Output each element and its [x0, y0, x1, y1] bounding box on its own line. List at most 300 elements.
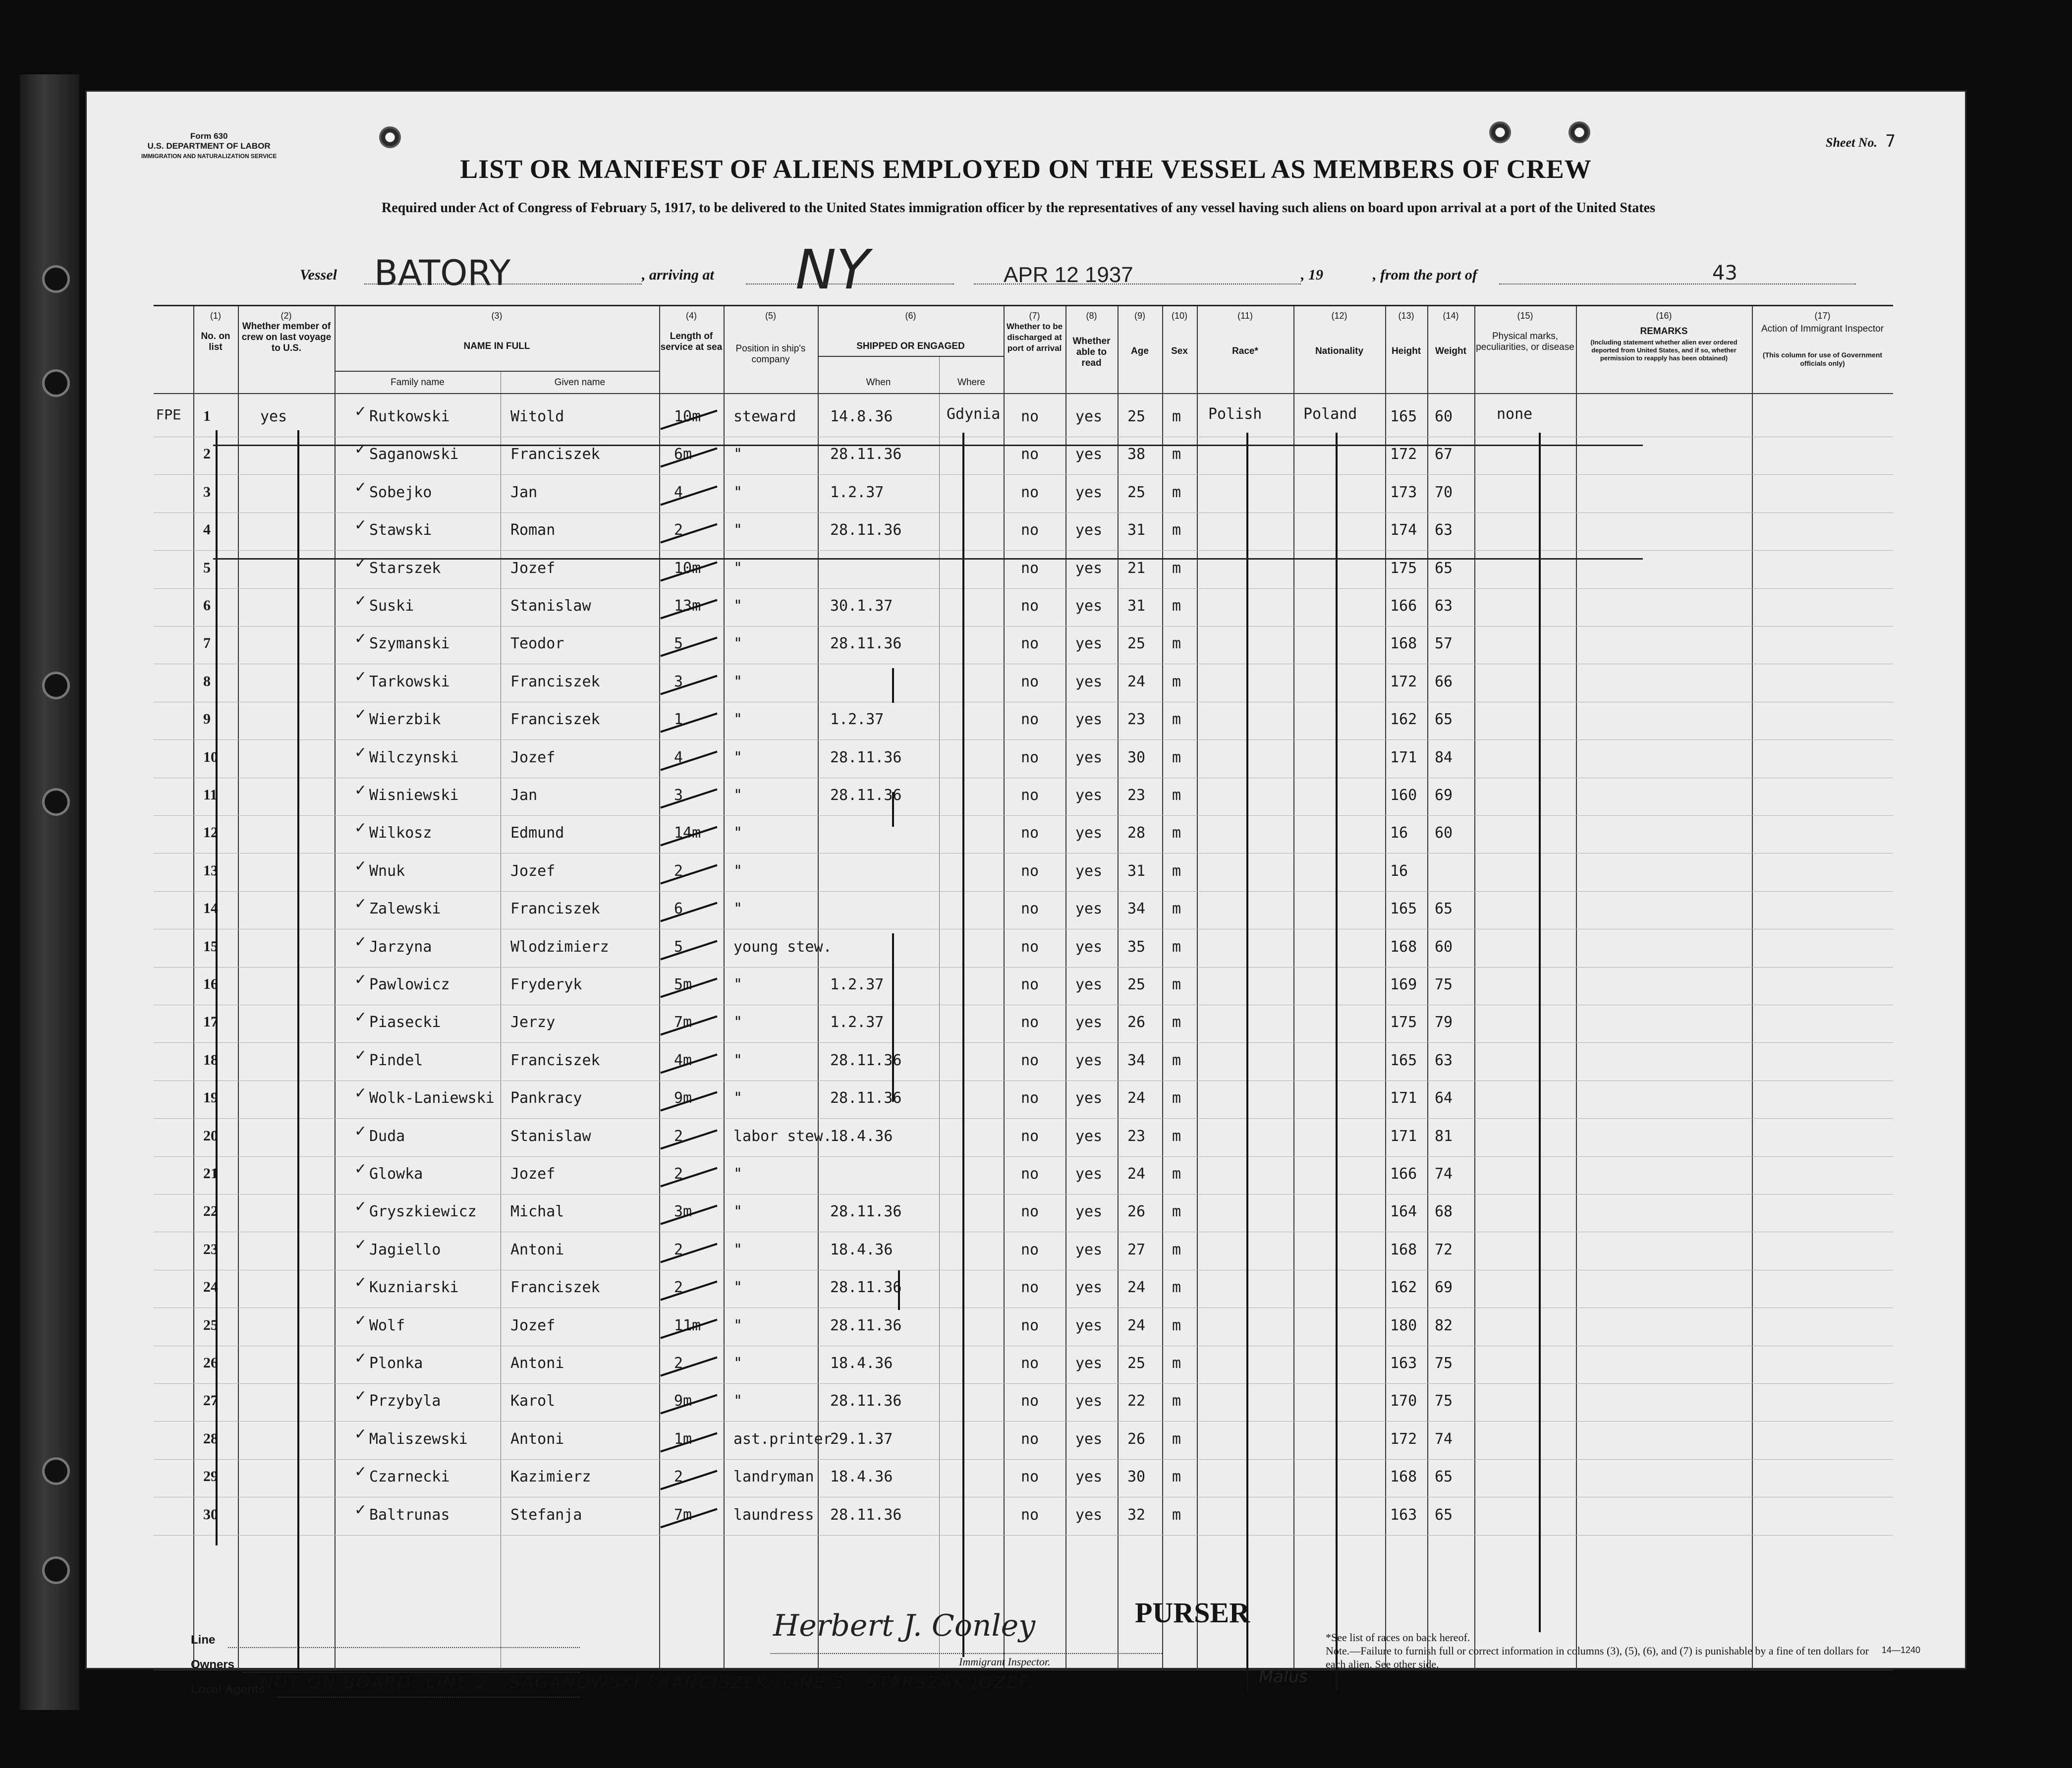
given-name: Stefanja: [510, 1506, 582, 1524]
position: ": [733, 446, 743, 463]
header-family-name: Family name: [391, 377, 445, 388]
tally-stroke: [660, 1167, 717, 1188]
discharged: no: [1021, 1355, 1039, 1372]
age: 30: [1127, 748, 1146, 766]
family-name: Jagiello: [369, 1241, 441, 1258]
able-to-read: yes: [1075, 1430, 1103, 1448]
able-to-read: yes: [1075, 1316, 1103, 1334]
ditto-line: [297, 430, 299, 1669]
col-num: (13): [1398, 311, 1414, 321]
tally-stroke: [660, 485, 717, 506]
shipped-when: 30.1.37: [830, 597, 893, 615]
header-discharged: Whether to be discharged at port of arrival: [1006, 322, 1063, 353]
binder-hole: [45, 268, 67, 290]
age: 26: [1127, 1203, 1146, 1221]
row-number: 3: [203, 483, 211, 500]
family-name: Kuzniarski: [369, 1279, 459, 1297]
tally-stroke: [660, 789, 717, 809]
weight: 67: [1435, 446, 1453, 463]
family-name: Wilczynski: [369, 748, 459, 766]
height: 171: [1390, 1089, 1417, 1107]
sex: m: [1172, 787, 1181, 804]
sex: m: [1172, 597, 1181, 615]
shipped-when: 28.11.36: [830, 1051, 902, 1069]
header-position: Position in ship's company: [735, 343, 806, 365]
family-name: Duda: [369, 1127, 405, 1145]
discharged: no: [1021, 1392, 1039, 1410]
row-number: 2: [203, 446, 211, 462]
family-name: Gryszkiewicz: [369, 1203, 477, 1221]
discharged: no: [1021, 900, 1039, 918]
family-name: Saganowski: [369, 446, 459, 463]
col-num: (3): [491, 311, 503, 321]
age: 25: [1127, 1355, 1146, 1372]
family-name: Sobejko: [369, 483, 432, 501]
sex: m: [1172, 1279, 1181, 1297]
row-number: 11: [203, 787, 218, 803]
check-mark-icon: ✓: [354, 516, 367, 534]
department: U.S. DEPARTMENT OF LABOR: [147, 141, 271, 151]
inspector-signature: Herbert J. Conley: [773, 1608, 1036, 1643]
given-name: Witold: [510, 408, 564, 425]
sex: m: [1172, 1014, 1181, 1031]
row-number: 17: [203, 1014, 218, 1030]
able-to-read: yes: [1075, 748, 1103, 766]
position: ": [733, 748, 743, 766]
discharged: no: [1021, 635, 1039, 653]
weight: 65: [1435, 1468, 1453, 1486]
age: 24: [1127, 673, 1146, 690]
weight: 65: [1435, 711, 1453, 729]
weight: 64: [1435, 1089, 1453, 1107]
header-shipped-or-engaged: SHIPPED OR ENGAGED: [856, 341, 965, 351]
header-remarks: REMARKS: [1640, 326, 1688, 337]
weight: 69: [1435, 1279, 1453, 1297]
family-name: Suski: [369, 597, 414, 615]
shipped-when: 28.11.36: [830, 635, 902, 653]
row-number: 23: [203, 1241, 218, 1257]
ditto-line: [892, 668, 894, 703]
discharged: no: [1021, 1014, 1039, 1031]
age: 24: [1127, 1165, 1146, 1183]
weight: 82: [1435, 1316, 1453, 1334]
check-mark-icon: ✓: [354, 1425, 367, 1443]
discharged: no: [1021, 748, 1039, 766]
sex: m: [1172, 1203, 1181, 1221]
given-name: Jozef: [510, 748, 556, 766]
row-number: 26: [203, 1355, 218, 1371]
strike-row-2: [213, 445, 1643, 446]
position: ": [733, 597, 743, 615]
page-subtitle: Required under Act of Congress of February 5, 1917, to be delivered to the United States immigration officer by the representatives of any vessel having such aliens on board upon arrival at a port of the United States: [382, 200, 1655, 216]
age: 23: [1127, 711, 1146, 729]
row-number: 1: [203, 408, 211, 424]
service: IMMIGRATION AND NATURALIZATION SERVICE: [141, 153, 277, 160]
sheet-label: Sheet No.: [1826, 135, 1878, 150]
weight: 60: [1435, 938, 1453, 956]
height: 172: [1390, 673, 1417, 690]
row-rule: [154, 1459, 1893, 1460]
age: 24: [1127, 1316, 1146, 1334]
position: steward: [733, 408, 796, 425]
able-to-read: yes: [1075, 559, 1103, 577]
row-rule: [154, 474, 1893, 475]
check-mark-icon: ✓: [354, 630, 367, 648]
family-name: Czarnecki: [369, 1468, 450, 1486]
tally-stroke: [660, 1281, 717, 1301]
col-num: (15): [1517, 311, 1533, 321]
col-num: (1): [210, 311, 221, 321]
length-of-service: 2: [674, 1279, 683, 1297]
sex: m: [1172, 1468, 1181, 1486]
check-mark-icon: ✓: [354, 1046, 367, 1064]
length-of-service: 11m: [674, 1316, 701, 1334]
header-given-name: Given name: [554, 377, 606, 388]
family-name: Piasecki: [369, 1014, 441, 1031]
row-rule: [154, 550, 1893, 551]
header-remarks-note: (Including statement whether alien ever ordered deported from United States, and if so, whether permission to reapply has been obtained): [1590, 339, 1737, 362]
row-number: 15: [203, 938, 218, 955]
row-rule: [154, 588, 1893, 589]
sex: m: [1172, 824, 1181, 842]
given-name: Jozef: [510, 559, 556, 577]
length-of-service: 4: [674, 748, 683, 766]
sex: m: [1172, 483, 1181, 501]
length-of-service: 2: [674, 1468, 683, 1486]
height: 168: [1390, 1241, 1417, 1258]
discharged: no: [1021, 597, 1039, 615]
shipped-when: 18.4.36: [830, 1468, 893, 1486]
discharged: no: [1021, 559, 1039, 577]
family-name: Wolf: [369, 1316, 405, 1334]
col-num: (14): [1443, 311, 1459, 321]
age: 34: [1127, 900, 1146, 918]
weight: 75: [1435, 1392, 1453, 1410]
check-mark-icon: ✓: [354, 1198, 367, 1216]
header-when: When: [866, 377, 891, 388]
age: 38: [1127, 446, 1146, 463]
check-mark-icon: ✓: [354, 1009, 367, 1027]
col-num: (11): [1237, 311, 1253, 321]
length-of-service: 2: [674, 1355, 683, 1372]
shipped-when: 28.11.36: [830, 1279, 902, 1297]
able-to-read: yes: [1075, 1468, 1103, 1486]
check-mark-icon: ✓: [354, 819, 367, 837]
height: 163: [1390, 1355, 1417, 1372]
family-name: Wisniewski: [369, 787, 459, 804]
discharged: no: [1021, 408, 1039, 425]
shipped-when: 18.4.36: [830, 1241, 893, 1258]
given-name: Kazimierz: [510, 1468, 591, 1486]
form-number: Form 630: [190, 131, 228, 141]
height: 165: [1390, 900, 1417, 918]
row-number: 24: [203, 1279, 218, 1296]
given-name: Jozef: [510, 1316, 556, 1334]
discharged: no: [1021, 1241, 1039, 1258]
age: 35: [1127, 938, 1146, 956]
shipped-when: 28.11.36: [830, 1089, 902, 1107]
weight: 84: [1435, 748, 1453, 766]
family-name: Starszek: [369, 559, 441, 577]
height: 172: [1390, 1430, 1417, 1448]
sex: m: [1172, 446, 1181, 463]
local-agents-label: Local Agents: [191, 1683, 265, 1696]
check-mark-icon: ✓: [354, 668, 367, 685]
weight: 60: [1435, 408, 1453, 425]
tally-stroke: [660, 864, 717, 884]
row-number: 12: [203, 824, 218, 841]
weight: 70: [1435, 483, 1453, 501]
position: ": [733, 1203, 743, 1221]
weight: 66: [1435, 673, 1453, 690]
vessel-row: [300, 238, 1861, 301]
owners-label: Owners: [191, 1658, 235, 1671]
sex: m: [1172, 1089, 1181, 1107]
discharged: no: [1021, 976, 1039, 993]
sex: m: [1172, 1392, 1181, 1410]
discharged: no: [1021, 1203, 1039, 1221]
age: 27: [1127, 1241, 1146, 1258]
header-physical-marks: Physical marks, peculiarities, or disease: [1476, 331, 1574, 352]
discharged: no: [1021, 1089, 1039, 1107]
ditto-line: [1336, 433, 1338, 1692]
discharged: no: [1021, 1506, 1039, 1524]
col-num: (4): [686, 311, 697, 321]
col-num: (7): [1029, 311, 1040, 321]
length-of-service: 9m: [674, 1392, 692, 1410]
row-rule: [154, 1118, 1893, 1119]
row-rule: [154, 1042, 1893, 1043]
tally-stroke: [660, 523, 717, 544]
sex: m: [1172, 711, 1181, 729]
able-to-read: yes: [1075, 787, 1103, 804]
col-num: (6): [905, 311, 916, 321]
able-to-read: yes: [1075, 446, 1103, 463]
length-of-service: 14m: [674, 824, 701, 842]
check-mark-icon: ✓: [354, 1501, 367, 1519]
punch-hole: [1489, 121, 1511, 143]
position: labor stew.: [733, 1127, 832, 1145]
able-to-read: yes: [1075, 521, 1103, 539]
given-name: Franciszek: [510, 900, 600, 918]
length-of-service: 2: [674, 1241, 683, 1258]
given-name: Karol: [510, 1392, 556, 1410]
sex: m: [1172, 862, 1181, 880]
family-name: Zalewski: [369, 900, 441, 918]
shipped-when: 18.4.36: [830, 1127, 893, 1145]
discharged: no: [1021, 446, 1039, 463]
able-to-read: yes: [1075, 1241, 1103, 1258]
age: 28: [1127, 824, 1146, 842]
position: ": [733, 635, 743, 653]
length-of-service: 5m: [674, 976, 692, 993]
position: ": [733, 711, 743, 729]
able-to-read: yes: [1075, 1392, 1103, 1410]
tally-stroke: [660, 1470, 717, 1490]
given-name: Teodor: [510, 635, 564, 653]
weight: 65: [1435, 559, 1453, 577]
height: 180: [1390, 1316, 1417, 1334]
row-rule: [154, 967, 1893, 968]
col-num: (2): [280, 311, 292, 321]
height: 16: [1390, 862, 1408, 880]
ditto-line: [1246, 433, 1248, 1692]
shipped-when: 28.11.36: [830, 1392, 902, 1410]
weight: 75: [1435, 1355, 1453, 1372]
line-label: Line: [191, 1633, 216, 1647]
header-name-in-full: NAME IN FULL: [463, 341, 530, 351]
row-number: 27: [203, 1392, 218, 1409]
shipped-when: 29.1.37: [830, 1430, 893, 1448]
col-num: (10): [1171, 311, 1187, 321]
sex: m: [1172, 1051, 1181, 1069]
discharged: no: [1021, 1316, 1039, 1334]
check-mark-icon: ✓: [354, 403, 367, 420]
family-name: Przybyla: [369, 1392, 441, 1410]
position: ": [733, 1392, 743, 1410]
binder-hole: [45, 1460, 67, 1483]
length-of-service: 2: [674, 521, 683, 539]
shipped-when: 18.4.36: [830, 1355, 893, 1372]
tally-stroke: [660, 902, 717, 922]
able-to-read: yes: [1075, 1506, 1103, 1524]
length-of-service: 7m: [674, 1506, 692, 1524]
shipped-when: 28.11.36: [830, 1506, 902, 1524]
sex: m: [1172, 748, 1181, 766]
length-of-service: 1m: [674, 1430, 692, 1448]
length-of-service: 2: [674, 1165, 683, 1183]
col-num: (17): [1814, 311, 1831, 321]
age: 30: [1127, 1468, 1146, 1486]
able-to-read: yes: [1075, 1051, 1103, 1069]
family-name: Maliszewski: [369, 1430, 468, 1448]
height: 172: [1390, 446, 1417, 463]
given-name: Antoni: [510, 1241, 564, 1258]
races-note-text: *See list of races on back hereof.: [1326, 1631, 1470, 1644]
binder-hole: [45, 674, 67, 697]
position: ": [733, 673, 743, 690]
discharged: no: [1021, 1279, 1039, 1297]
position: ": [733, 900, 743, 918]
check-mark-icon: ✓: [354, 1274, 367, 1292]
check-mark-icon: ✓: [354, 1236, 367, 1254]
race-value: Polish: [1208, 405, 1262, 423]
discharged: no: [1021, 938, 1039, 956]
height: 166: [1390, 1165, 1417, 1183]
sex: m: [1172, 1430, 1181, 1448]
header-sex: Sex: [1171, 346, 1188, 356]
binder-hole: [45, 372, 67, 395]
header-no-on-list: No. on list: [201, 331, 230, 352]
weight: 63: [1435, 521, 1453, 539]
height: 168: [1390, 1468, 1417, 1486]
length-of-service: 9m: [674, 1089, 692, 1107]
header-weight: Weight: [1435, 346, 1466, 356]
given-name: Jan: [510, 787, 538, 804]
check-mark-icon: ✓: [354, 1463, 367, 1481]
sex: m: [1172, 521, 1181, 539]
age: 23: [1127, 787, 1146, 804]
ditto-line: [892, 792, 894, 827]
punch-hole: [1568, 121, 1590, 143]
check-mark-icon: ✓: [354, 971, 367, 988]
check-mark-icon: ✓: [354, 1312, 367, 1329]
header-where: Where: [957, 377, 985, 388]
position: ": [733, 1051, 743, 1069]
length-of-service: 6m: [674, 446, 692, 463]
position: ": [733, 862, 743, 880]
shipped-when: 1.2.37: [830, 1014, 884, 1031]
header-nationality: Nationality: [1315, 346, 1364, 356]
weight: 65: [1435, 900, 1453, 918]
age: 25: [1127, 408, 1146, 425]
given-name: Jerzy: [510, 1014, 556, 1031]
position: ": [733, 976, 743, 993]
family-name: Plonka: [369, 1355, 423, 1372]
height: 171: [1390, 1127, 1417, 1145]
height: 171: [1390, 748, 1417, 766]
header-age: Age: [1131, 346, 1149, 356]
height: 175: [1390, 1014, 1417, 1031]
row-number: 5: [203, 559, 211, 576]
fpe-stamp: FPE: [156, 406, 181, 423]
sex: m: [1172, 673, 1181, 690]
family-name: Wierzbik: [369, 711, 441, 729]
shipped-when: 1.2.37: [830, 976, 884, 993]
sex: m: [1172, 1241, 1181, 1258]
ditto-line: [216, 430, 218, 1545]
position: ": [733, 787, 743, 804]
check-mark-icon: ✓: [354, 857, 367, 875]
age: 32: [1127, 1506, 1146, 1524]
sex: m: [1172, 1127, 1181, 1145]
length-of-service: 5: [674, 938, 683, 956]
weight: 75: [1435, 976, 1453, 993]
length-of-service: 10m: [674, 408, 701, 425]
discharged: no: [1021, 521, 1039, 539]
discharged: no: [1021, 483, 1039, 501]
able-to-read: yes: [1075, 1127, 1103, 1145]
sex: m: [1172, 1316, 1181, 1334]
weight: 69: [1435, 787, 1453, 804]
header-able-to-read: Whether able to read: [1072, 336, 1111, 368]
row-number: 6: [203, 597, 211, 614]
family-name: Pindel: [369, 1051, 423, 1069]
year-suffix: 43: [1712, 262, 1737, 285]
position: ": [733, 1014, 743, 1031]
sheet-value: 7: [1885, 131, 1896, 151]
given-name: Stanislaw: [510, 597, 591, 615]
check-mark-icon: ✓: [354, 1122, 367, 1140]
shipped-when: 1.2.37: [830, 711, 884, 729]
page-title: LIST OR MANIFEST OF ALIENS EMPLOYED ON THE VESSEL AS MEMBERS OF CREW: [460, 154, 1592, 184]
punch-hole: [379, 126, 401, 148]
length-of-service: 2: [674, 862, 683, 880]
sex: m: [1172, 900, 1181, 918]
sheet-number: [1826, 131, 1896, 151]
row-number: 20: [203, 1127, 218, 1144]
row-rule: [154, 1421, 1893, 1422]
able-to-read: yes: [1075, 824, 1103, 842]
check-mark-icon: ✓: [354, 441, 367, 458]
row-rule: [154, 1156, 1893, 1157]
tally-stroke: [660, 1129, 717, 1149]
col-num: (5): [765, 311, 776, 321]
col-num: (9): [1134, 311, 1145, 321]
shipped-when: 28.11.36: [830, 1203, 902, 1221]
discharged: no: [1021, 1468, 1039, 1486]
length-of-service: 10m: [674, 559, 701, 577]
